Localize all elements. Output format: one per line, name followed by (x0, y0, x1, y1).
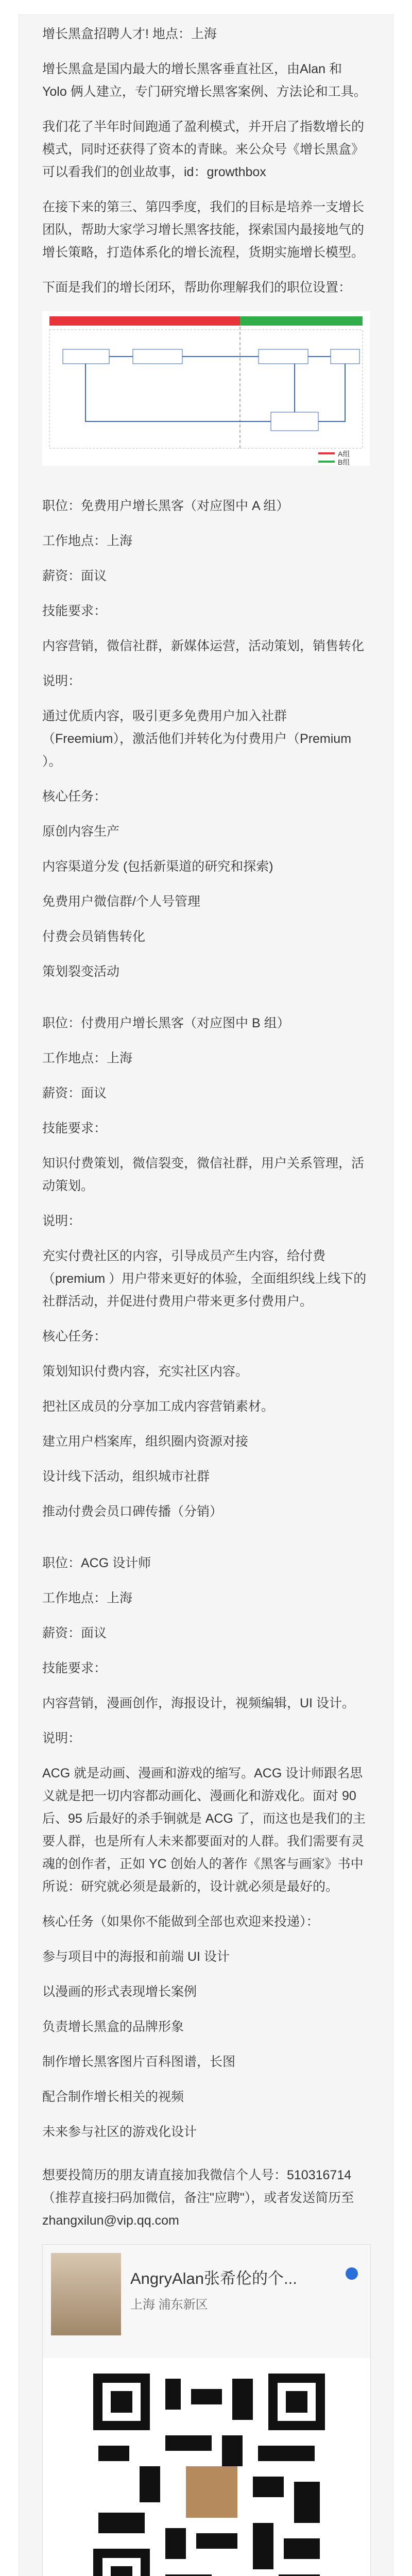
job-c-salary: 薪资：面议 (42, 1626, 107, 1640)
growth-loop-diagram (42, 311, 370, 466)
job-b-skills: 知识付费策划，微信裂变，微信社群，用户关系管理，活动策划。 (42, 1156, 365, 1193)
job-a-desc: 通过优质内容，吸引更多免费用户加入社群（Freemium），激活他们并转化为付费用户（Premium ）。 (42, 709, 352, 769)
job-c-tasks-heading: 核心任务（如果你不能做到全部也欢迎来投递）： (42, 1914, 319, 1929)
node-paid-users (259, 349, 308, 364)
contact-info: 想要投简历的朋友请直接加我微信个人号：510316714（推荐直接扫码加微信，备注"应聘"），或者发送简历至 zhangxilun@vip.qq.com (42, 2168, 354, 2228)
wechat-contact-card[interactable] (42, 2244, 371, 2576)
job-b-task: 建立用户档案库，组织圈内资源对接 (42, 1434, 249, 1449)
job-a-skills-heading: 技能要求： (42, 604, 107, 618)
qr-code-icon[interactable] (88, 2368, 330, 2576)
growth-loop-svg (42, 311, 370, 466)
card-header (43, 2245, 370, 2358)
avatar (51, 2253, 121, 2335)
arrow-5 (85, 364, 271, 421)
job-c-task: 制作增长黑客图片百科图谱，长图 (42, 2055, 236, 2069)
job-a-tasks-heading: 核心任务： (42, 789, 107, 804)
job-c-task: 负责增长黑盒的品牌形象 (42, 2020, 184, 2034)
intro-paragraph-1: 增长黑盒是国内最大的增长黑客垂直社区，由Alan 和 Yolo 俩人建立，专门研究增长黑客案例、方法论和工具。 (42, 62, 367, 99)
job-a-task: 原创内容生产 (42, 824, 120, 839)
job-a-salary: 薪资：面议 (42, 569, 107, 583)
job-c-location: 工作地点：上海 (42, 1591, 133, 1605)
job-a-title: 职位：免费用户增长黑客（对应图中 A 组） (42, 499, 289, 513)
job-b-desc: 充实付费社区的内容，引导成员产生内容，给付费（premium ）用户带来更好的体验，全面组织线上线下的社群活动，并促进付费用户带来更多付费用户。 (42, 1249, 367, 1309)
job-c-task: 以漫画的形式表现增长案例 (42, 1985, 197, 1999)
job-b-task: 设计线下活动，组织城市社群 (42, 1469, 210, 1484)
card-location: 上海 浦东新区 (130, 2298, 208, 2312)
job-b-title: 职位：付费用户增长黑客（对应图中 B 组） (42, 1016, 290, 1030)
job-c-task: 配合制作增长相关的视频 (42, 2090, 184, 2104)
job-c-skills: 内容营销，漫画创作，海报设计，视频编辑，UI 设计。 (42, 1696, 355, 1710)
job-c-task: 参与项目中的海报和前端 UI 设计 (42, 1950, 230, 1964)
node-potential-users (63, 349, 109, 364)
job-a-task: 免费用户微信群/个人号管理 (42, 894, 200, 909)
job-a-task: 内容渠道分发 (包括新渠道的研究和探索) (42, 859, 273, 874)
legend-b-label: B组 (338, 458, 350, 466)
job-b-salary: 薪资：面议 (42, 1086, 107, 1100)
arrow-4 (318, 364, 345, 421)
card-name: AngryAlan张希伦的个... (130, 2269, 297, 2287)
intro-paragraph-4: 下面是我们的增长闭环，帮助你理解我们的职位设置： (42, 280, 352, 295)
job-c-desc-heading: 说明： (42, 1731, 81, 1745)
job-c-skills-heading: 技能要求： (42, 1661, 107, 1675)
node-ugc (331, 349, 359, 364)
intro-paragraph-3: 在接下来的第三、第四季度，我们的目标是培养一支增长团队，帮助大家学习增长黑客技能，探索国内最接地气的增长策略，打造体系化的增长流程，货期实施增长模型。 (42, 200, 365, 260)
job-a-task: 付费会员销售转化 (42, 929, 146, 944)
job-c-task: 未来参与社区的游戏化设计 (42, 2125, 197, 2139)
job-a-task: 策划裂变活动 (42, 964, 120, 979)
job-b-desc-heading: 说明： (42, 1214, 81, 1228)
job-a-skills: 内容营销，微信社群，新媒体运营，活动策划，销售转化 (42, 639, 365, 653)
job-a-location: 工作地点：上海 (42, 534, 133, 548)
job-b-tasks-heading: 核心任务： (42, 1329, 107, 1344)
intro-heading: 增长黑盒招聘人才! 地点：上海 (42, 27, 217, 41)
job-b-task: 把社区成员的分享加工成内容营销素材。 (42, 1399, 274, 1414)
legend-a-label: A组 (338, 450, 350, 458)
job-b-task: 推动付费会员口碑传播（分销） (42, 1504, 223, 1519)
group-a-bar (49, 316, 240, 326)
job-c-desc: ACG 就是动画、漫画和游戏的缩写。ACG 设计师跟名思义就是把一切内容都动画化、漫画化和游戏化。面对 90 后、95 后最好的杀手锏就是 ACG 了，而这也是我们的主要人群，也是所有人未来都要面对的人群。我们需要有灵魂的创作者，正如 YC 创始人的著作《黑客与画家》书中所说：研究就必须是最新的，设计就必须是最好的。 (42, 1766, 366, 1894)
job-c-title: 职位：ACG 设计师 (42, 1556, 151, 1570)
job-b-skills-heading: 技能要求： (42, 1121, 107, 1136)
job-a-desc-heading: 说明： (42, 674, 81, 688)
job-b-task: 策划知识付费内容，充实社区内容。 (42, 1364, 249, 1379)
person-icon (346, 2267, 358, 2280)
group-b-bar (240, 316, 363, 326)
node-free-users (133, 349, 182, 364)
node-content-pgc (271, 412, 318, 431)
intro-paragraph-2: 我们花了半年时间跑通了盈利模式，并开启了指数增长的模式，同时还获得了资本的青睐。来公众号《增长黑盒》可以看我们的创业故事，id：growthbox (42, 120, 365, 179)
job-b-location: 工作地点：上海 (42, 1051, 133, 1065)
article-content (42, 23, 370, 2576)
